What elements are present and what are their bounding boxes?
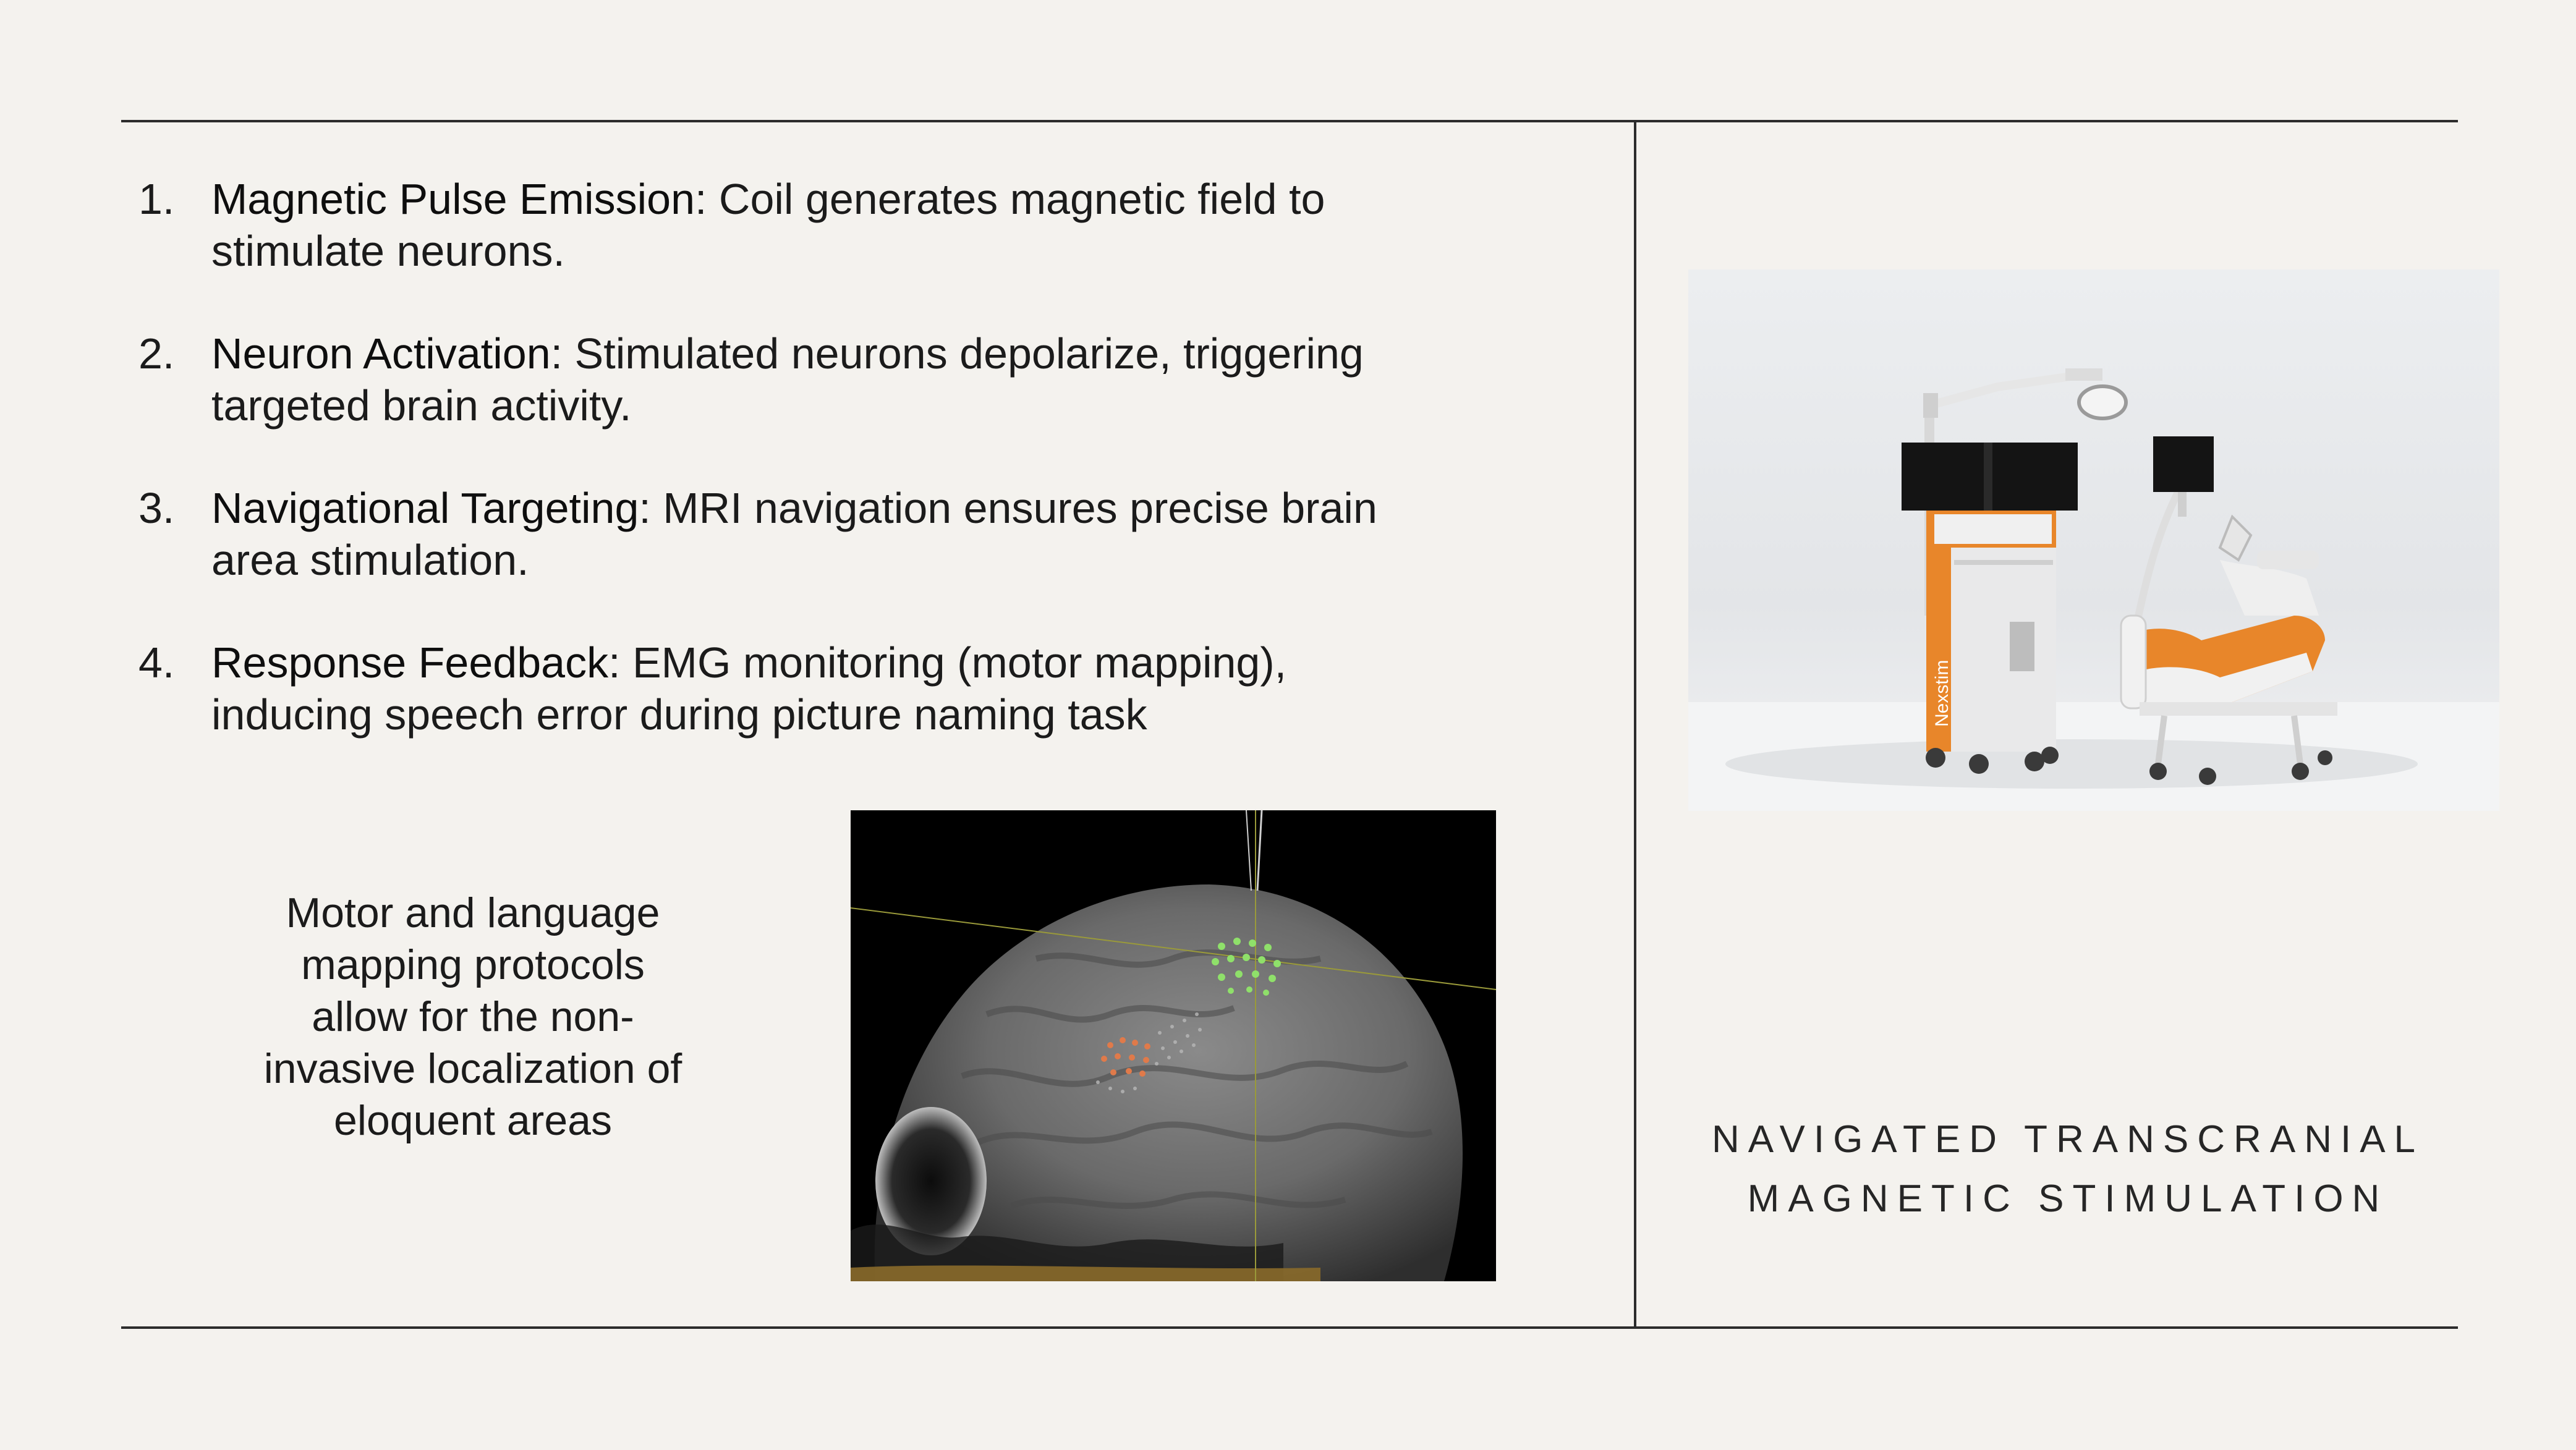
nexstim-system-render — [1688, 269, 2499, 811]
device-brand-label: Nexstim — [1932, 659, 1952, 727]
step-item — [136, 637, 1434, 740]
step-title: Neuron Activation — [211, 329, 551, 378]
mri-brain-image — [851, 810, 1496, 1281]
mapping-caption: Motor and language mapping protocols allow for the non-invasive localization of eloquent areas — [263, 889, 682, 1144]
bottom-divider — [121, 1326, 2458, 1329]
step-number: 1. — [138, 175, 175, 223]
step-title: Response Feedback — [211, 638, 609, 687]
step-description: : Stimulated neurons depolarize, triggering targeted brain activity. — [211, 329, 1364, 430]
mri-head-render — [851, 810, 1496, 1281]
step-item — [136, 173, 1434, 277]
step-number: 2. — [138, 329, 175, 378]
top-divider — [121, 120, 2458, 122]
step-description: : EMG monitoring (motor mapping), inducing speech error during picture naming task — [211, 638, 1287, 739]
slide-title-line: NAVIGATED TRANSCRANIAL — [1711, 1118, 2425, 1161]
step-number: 3. — [138, 484, 175, 532]
step-item — [136, 482, 1434, 586]
nexstim-device-photo — [1688, 269, 2499, 811]
slide-title — [1644, 1110, 2491, 1229]
step-title: Navigational Targeting — [211, 484, 639, 532]
slide-title-line: MAGNETIC STIMULATION — [1747, 1177, 2389, 1220]
step-item — [136, 328, 1434, 431]
step-title: Magnetic Pulse Emission — [211, 175, 695, 223]
step-number: 4. — [138, 638, 175, 687]
steps-list — [136, 173, 1434, 791]
step-description: : Coil generates magnetic field to stimulate neurons. — [211, 175, 1325, 275]
step-description: : MRI navigation ensures precise brain area stimulation. — [211, 484, 1377, 584]
vertical-divider — [1634, 120, 1636, 1329]
